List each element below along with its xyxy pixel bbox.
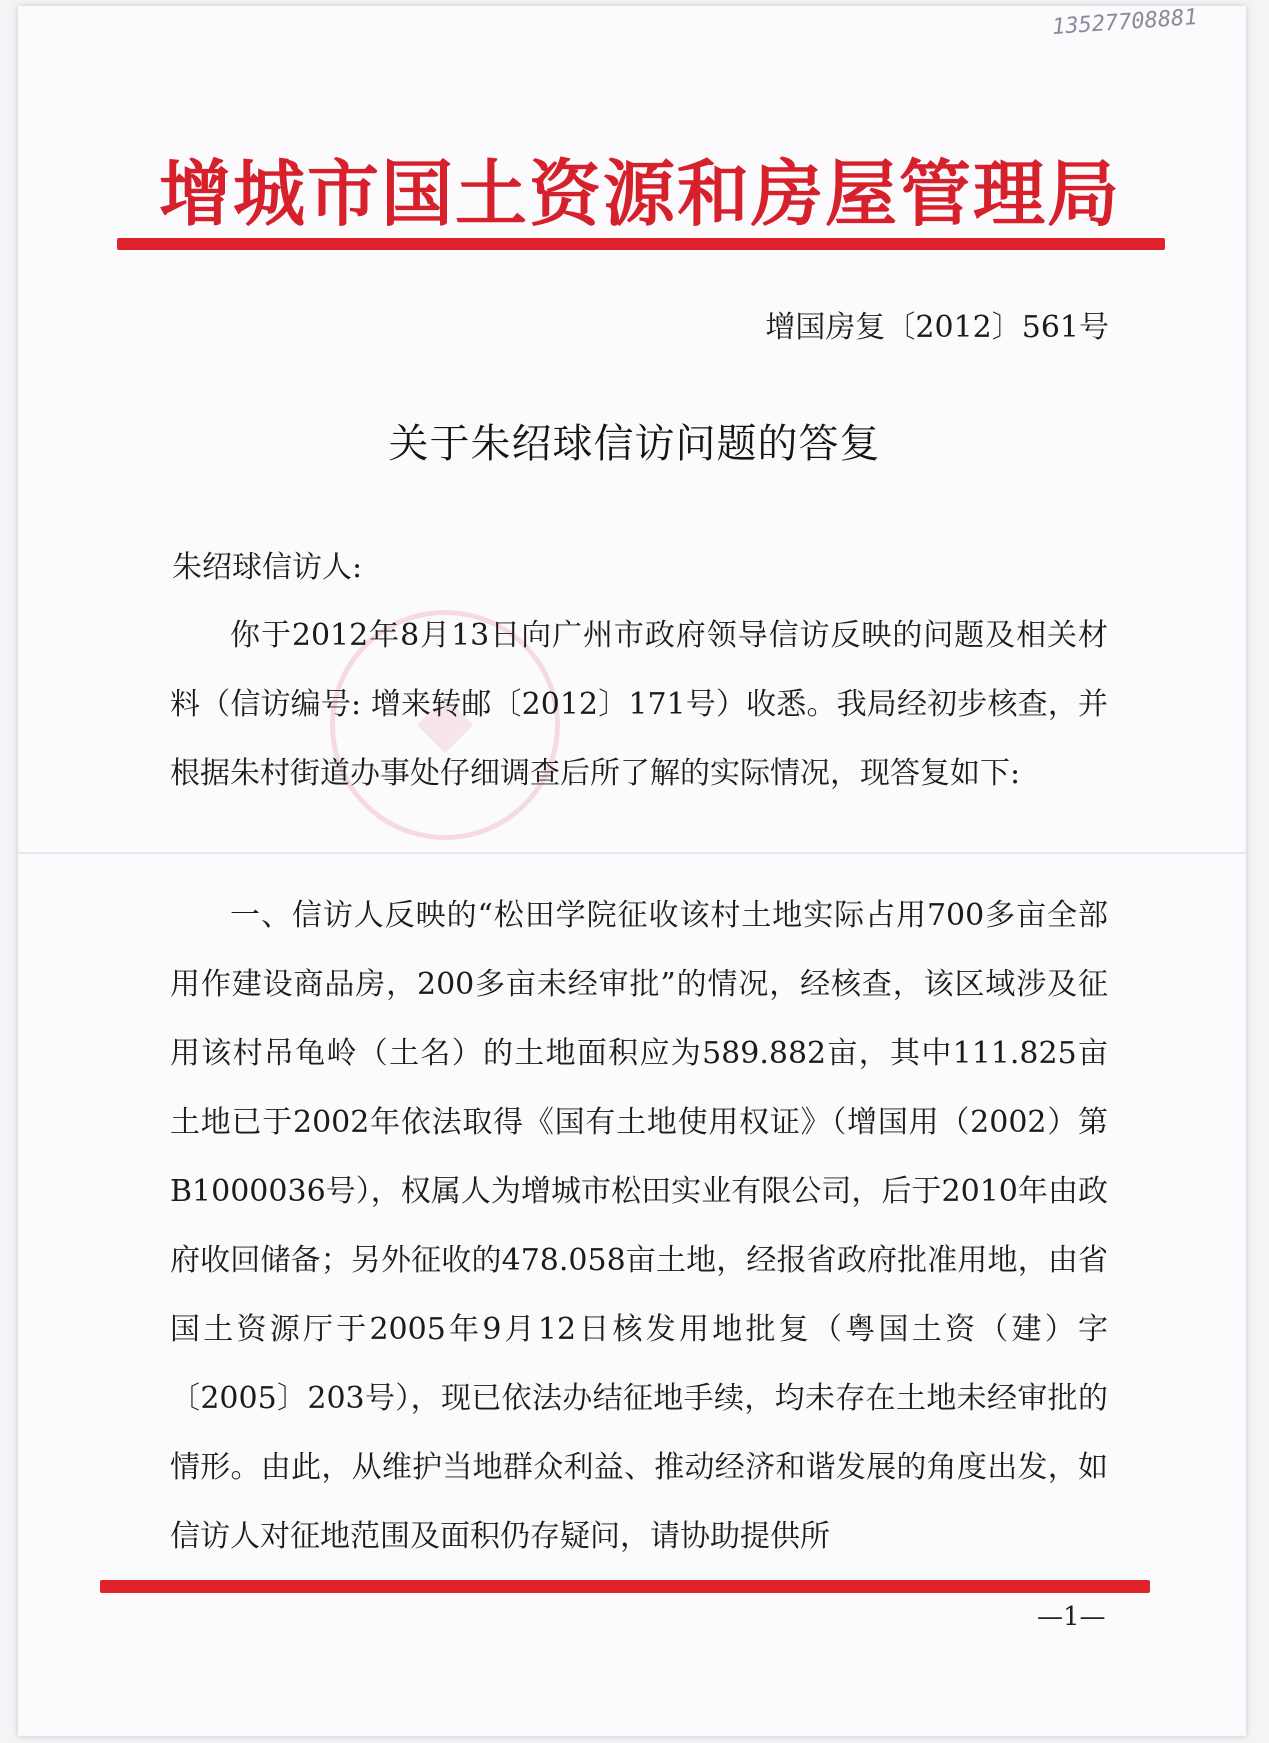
salutation: 朱绍球信访人: (172, 550, 363, 585)
paper-fold-line (18, 852, 1246, 854)
document-number: 增国房复〔2012〕561号 (765, 310, 1109, 345)
letterhead-agency-name: 增城市国土资源和房屋管理局 (158, 152, 1121, 236)
handwritten-phone-note: 13527708881 (1051, 4, 1199, 41)
body-paragraph-2: 一、信访人反映的“松田学院征收该村土地实际占用700多亩全部用作建设商品房，200多亩未经审批”的情况，经核查，该区域涉及征用该村吊龟岭（土名）的土地面积应为589.882亩，其中111.825亩土地已于2002年依法取得《国有土地使用权证》（增国用（2002）第B1000036号），权属人为增城市松田实业有限公司，后于2010年由政府收回储备；另外征收的478.058亩土地，经报省政府批准用地，由省国土资源厅于2005年9月12日核发用地批复（粤国土资（建）字〔2005〕203号），现已依法办结征地手续，均未存在土地未经审批的情形。由此，从维护当地群众利益、推动经济和谐发展的角度出发，如信访人对征地范围及面积仍存疑问，请协助提供所 (170, 898, 1108, 1554)
body-paragraph-1: 你于2012年8月13日向广州市政府领导信访反映的问题及相关材料（信访编号: 增来转邮〔2012〕171号）收悉。我局经初步核查，并根据朱村街道办事处仔细调查后所了解的实际情况，现答复如下: (170, 618, 1108, 791)
footer-red-rule (100, 1580, 1150, 1593)
letterhead-red-rule (117, 238, 1165, 250)
page-number: —1— (1037, 1602, 1106, 1632)
document-title: 关于朱绍球信访问题的答复 (388, 421, 881, 467)
